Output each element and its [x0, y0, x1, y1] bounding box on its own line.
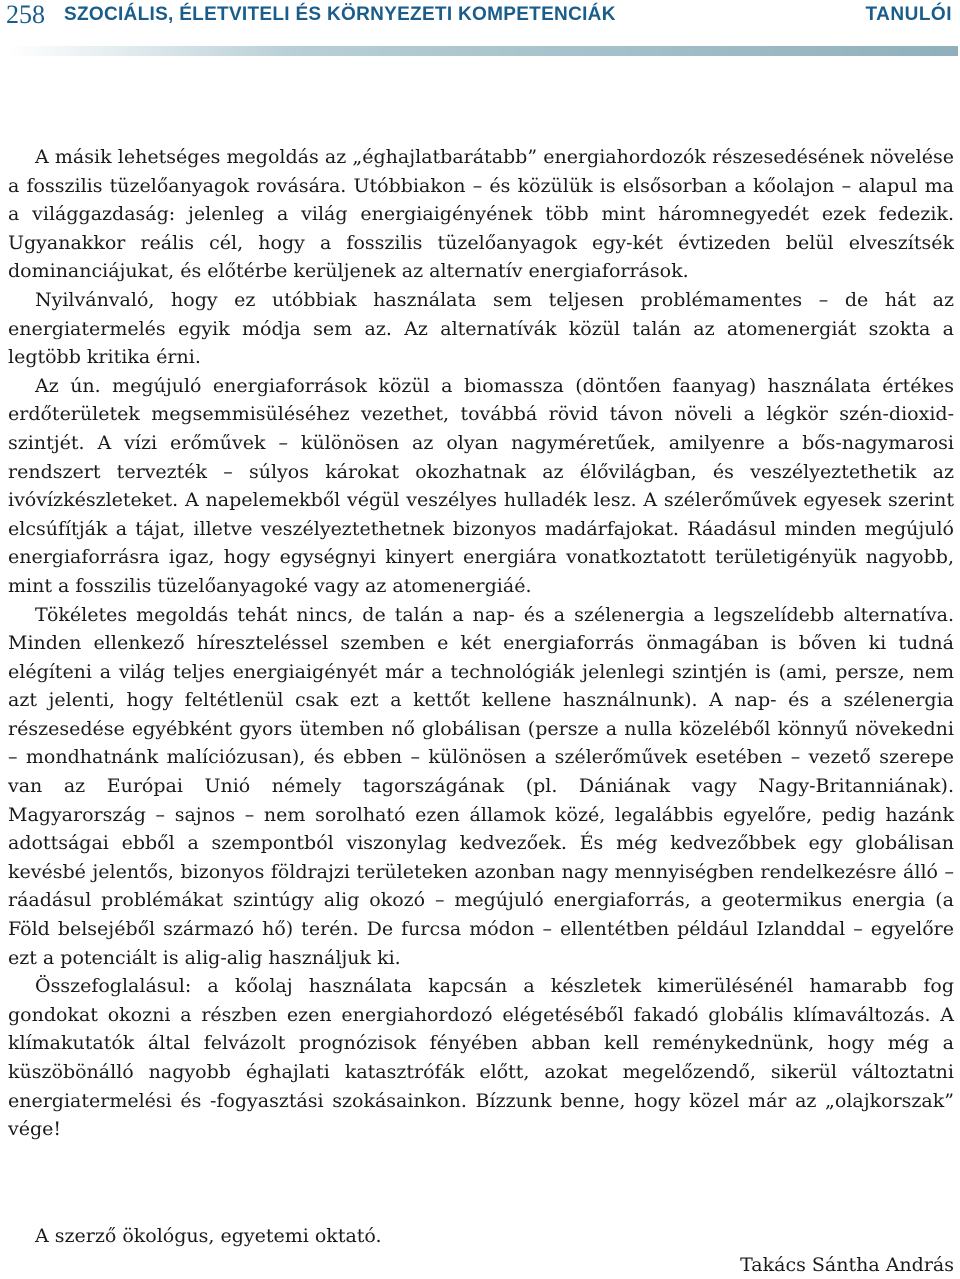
page-number: 258 — [6, 0, 45, 29]
header-rule — [8, 46, 958, 56]
paragraph: Tökéletes megoldás tehát nincs, de talán a nap- és a szélenergia a legszelídebb alternatíva. Minden ellenkező híreszteléssel szemben e két energiaforrás önmagában is bőven ki tudná elégíteni a világ teljes energiaigényét már a technológiák jelenlegi szintjén is (ami, persze, nem azt jelenti, hogy feltétlenül csak ezt a kettőt kellene használnunk). A nap- és a szélenergia részesedése egyébként gyors ütemben nő globálisan (persze a nulla közeléből könnyű növekedni – mondhatnánk malíciózusan), és ebben – különösen a szélerőművek esetében – vezető szerepe van az Európai Unió némely tagországának (pl. Dániának vagy Nagy-Britanniának). Magyarország – sajnos – nem sorolható ezen államok közé, legalábbis egyelőre, pedig hazánk adottságai ebből a szempontból viszonylag kedvezőek. És még kedvezőbbek egy globálisan kevésbé jelentős, bizonyos földrajzi területeken azonban nagy mennyiségben rendelkezésre álló – ráadásul problémákat szintúgy alig okozó – megújuló energiaforrás, a geotermikus energia (a Föld belsejéből származó hő) terén. De furcsa módon – ellentétben például Izlanddal – egyelőre ezt a potenciált is alig-alig használjuk ki. — [8, 603, 954, 969]
running-section: TANULÓI — [865, 4, 952, 25]
author-name: Takács Sántha András — [740, 1254, 954, 1276]
paragraph: Nyilvánvaló, hogy ez utóbbiak használata sem teljesen problémamentes – de hát az energiatermelés egyik módja sem az. Az alternatívák közül talán az atomenergiát szokta a legtöbb kritika érni. — [8, 288, 954, 369]
author-note: A szerző ökológus, egyetemi oktató. — [35, 1225, 382, 1247]
article-body — [8, 143, 954, 1144]
paragraph: Összefoglalásul: a kőolaj használata kapcsán a készletek kimerülésénél hamarabb fog gondokat okozni a részben ezen energiahordozó elégetéséből fakadó globális klímaváltozás. A klímakutatók által felvázolt prognózisok fényében abban kell reménykednünk, hogy még a küszöbönálló nagyobb éghajlati katasztrófák előtt, azokat megelőzendő, sikerül változtatni energiatermelési és -fogyasztási szokásainkon. Bízzunk benne, hogy közel már az „olajkorszak” vége! — [8, 975, 954, 1141]
page-header — [0, 0, 960, 30]
paragraph: A másik lehetséges megoldás az „éghajlatbarátabb” energiahordozók részesedésének növelése a fosszilis tüzelőanyagok rovására. Utóbbiakon – és közülük is elsősorban a kőolajon – alapul ma a világgazdaság: jelenleg a világ energiaigényének több mint háromnegyedét ezek fedezik. Ugyanakkor reális cél, hogy a fosszilis tüzelőanyagok egy-két évtizeden belül elveszítsék dominanciájukat, és előtérbe kerüljenek az alternatív energiaforrások. — [8, 146, 954, 283]
paragraph: Az ún. megújuló energiaforrások közül a biomassza (döntően faanyag) használata értékes erdőterületek megsemmisüléséhez vezethet, továbbá rövid távon növeli a légkör szén-dioxid-szintjét. A vízi erőművek – különösen az olyan nagyméretűek, amilyenre a bős-nagymarosi rendszert tervezték – súlyos károkat okozhatnak az élővilágban, és veszélyeztethetik az ivóvízkészleteket. A napelemekből végül veszélyes hulladék lesz. A szélerőművek egyesek szerint elcsúfítják a tájat, illetve veszélyeztethetnek bizonyos madárfajokat. Ráadásul minden megújuló energiaforrásra igaz, hogy egységnyi kinyert energiára vonatkoztatott területigényük nagyobb, mint a fosszilis tüzelőanyagoké vagy az atomenergiáé. — [8, 374, 954, 597]
running-title: SZOCIÁLIS, ÉLETVITELI ÉS KÖRNYEZETI KOMPETENCIÁK — [64, 4, 616, 25]
